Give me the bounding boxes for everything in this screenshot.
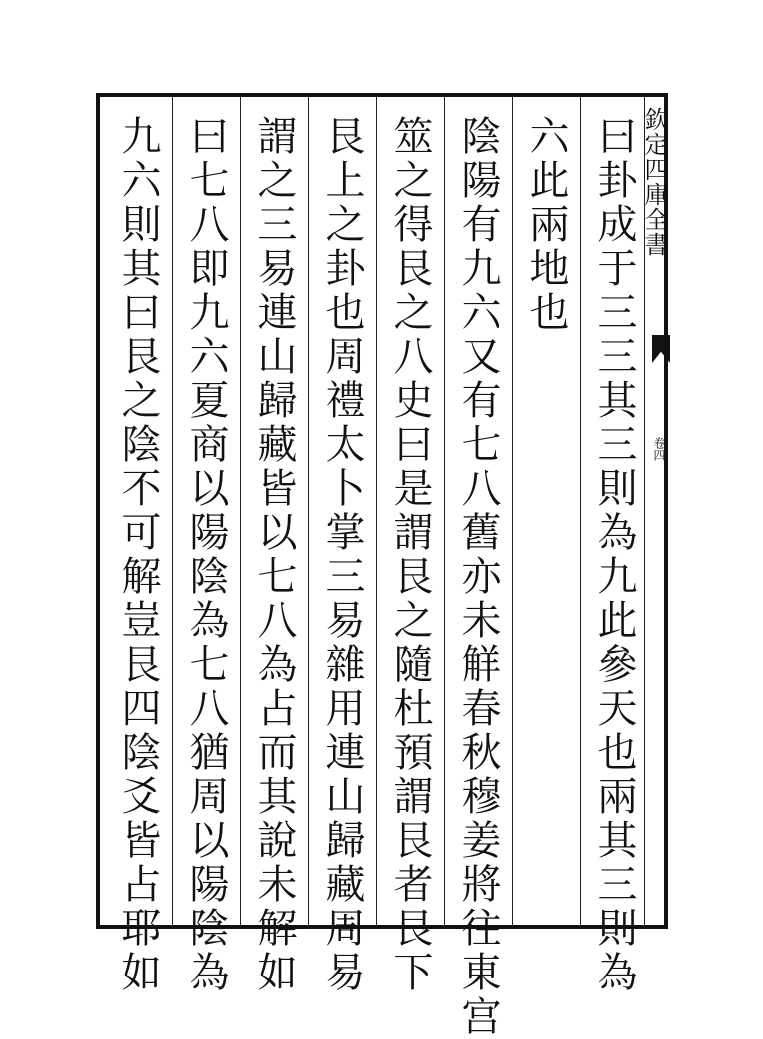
column-rule	[240, 97, 241, 925]
volume-label: 卷四	[652, 437, 666, 461]
column-rule	[172, 97, 173, 925]
text-column-1: 曰卦成于三三其三則為九此參天也兩其三則為	[591, 115, 637, 995]
column-rule	[580, 97, 581, 925]
text-column-5: 艮上之卦也周禮太卜掌三易雜用連山歸藏周易	[319, 115, 365, 995]
text-column-7: 曰七八即九六夏商以陽陰為七八猶周以陽陰為	[183, 115, 229, 995]
text-column-2: 六此兩地也	[523, 115, 569, 335]
book-title: 欽定四庫全書	[640, 107, 668, 257]
column-rule	[376, 97, 377, 925]
fish-tail-mark-icon	[652, 335, 670, 363]
text-column-8: 九六則其曰艮之陰不可解豈艮四陰爻皆占耶如	[115, 115, 161, 995]
column-rule	[308, 97, 309, 925]
text-column-3: 陰陽有九六又有七八舊亦未觧春秋穆姜將往東宫	[455, 115, 501, 1039]
text-column-4: 筮之得艮之八史曰是謂艮之隨杜預謂艮者艮下	[387, 115, 433, 995]
column-rule	[512, 97, 513, 925]
text-column-6: 謂之三易連山歸藏皆以七八為占而其說未解如	[251, 115, 297, 995]
page-frame	[96, 93, 668, 1039]
column-rule	[444, 97, 445, 925]
